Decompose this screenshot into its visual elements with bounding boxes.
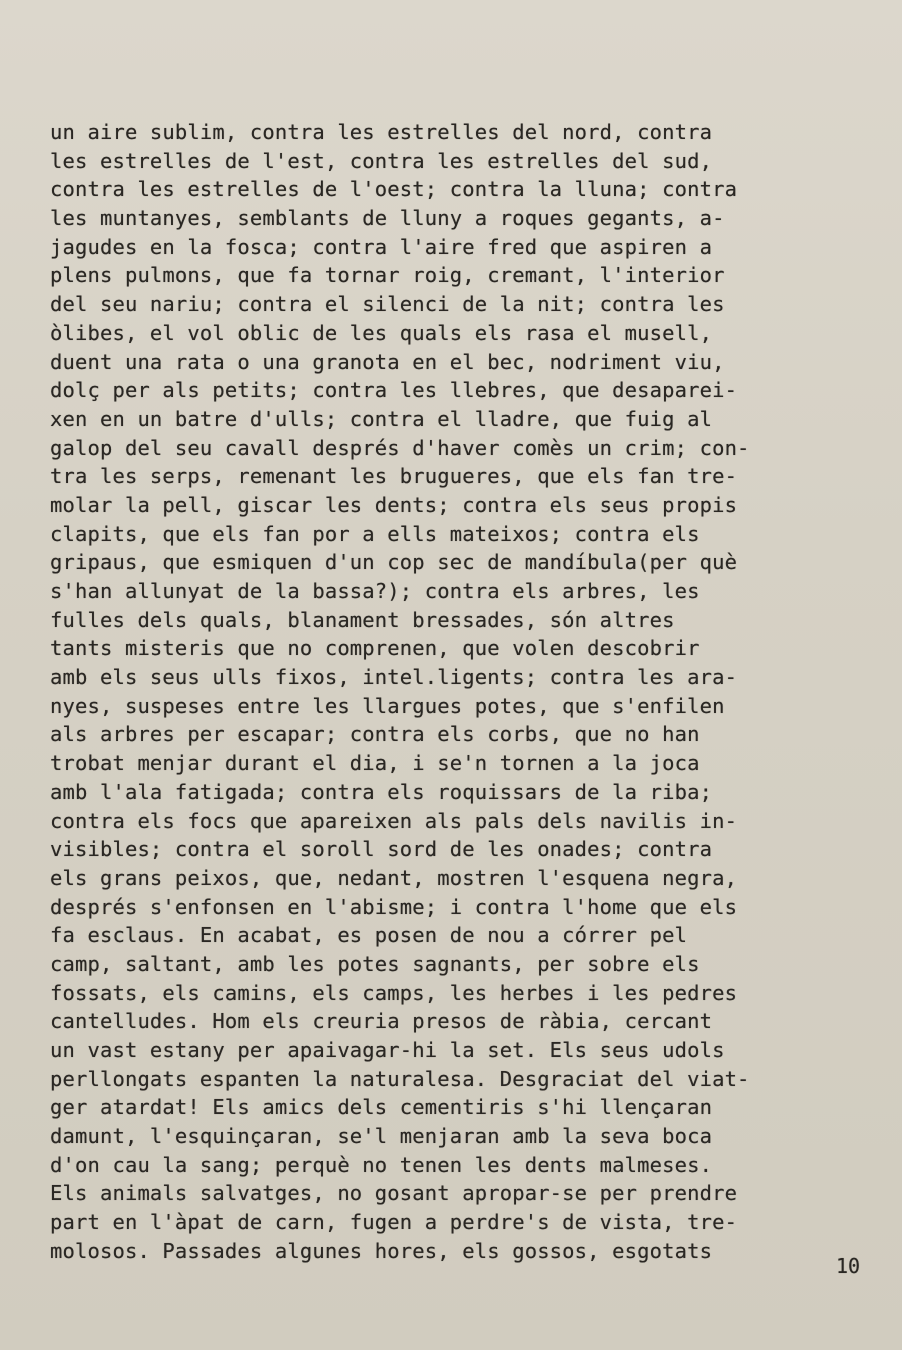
text-line: ger atardat! Els amics dels cementiris s'hi llençaran — [50, 1095, 713, 1120]
text-line: les estrelles de l'est, contra les estrelles del sud, — [50, 148, 713, 173]
text-line: visibles; contra el soroll sord de les onades; contra — [50, 837, 713, 862]
text-line: clapits, que els fan por a ells mateixos; contra els — [50, 521, 700, 546]
text-line: els grans peixos, que, nedant, mostren l'esquena negra, — [50, 865, 738, 890]
text-line: tants misteris que no comprenen, que volen descobrir — [50, 636, 700, 661]
text-line: duent una rata o una granota en el bec, nodriment viu, — [50, 349, 725, 374]
text-line: perllongats espanten la naturalesa. Desgraciat del viat- — [50, 1066, 750, 1091]
text-line: Els animals salvatges, no gosant apropar-se per prendre — [50, 1181, 738, 1206]
text-line: un vast estany per apaivagar-hi la set. Els seus udols — [50, 1038, 725, 1062]
text-line: òlibes, el vol oblic de les quals els rasa el musell, — [50, 320, 713, 345]
text-line: trobat menjar durant el dia, i se'n tornen a la joca — [50, 751, 700, 776]
text-line: amb els seus ulls fixos, intel.ligents; contra les ara- — [50, 665, 738, 690]
text-line: nyes, suspeses entre les llargues potes, que s'enfilen — [50, 693, 725, 718]
text-line: part en l'àpat de carn, fugen a perdre's de vista, tre- — [50, 1210, 738, 1235]
text-line: d'on cau la sang; perquè no tenen les dents malmeses. — [50, 1152, 713, 1177]
text-line: contra els focs que apareixen als pals dels navilis in- — [50, 808, 738, 833]
text-line: fa esclaus. En acabat, es posen de nou a córrer pel — [50, 923, 688, 948]
text-line: després s'enfonsen en l'abisme; i contra l'home que els — [50, 894, 738, 919]
text-line: damunt, l'esquinçaran, se'l menjaran amb la seva boca — [50, 1124, 713, 1149]
text-line: als arbres per escapar; contra els corbs, que no han — [50, 722, 700, 747]
page-number: 10 — [836, 1254, 861, 1278]
text-line: dolç per als petits; contra les llebres, que desaparei- — [50, 378, 738, 403]
text-line: camp, saltant, amb les potes sagnants, per sobre els — [50, 951, 700, 976]
text-line: plens pulmons, que fa tornar roig, cremant, l'interior — [50, 263, 725, 288]
text-line: tra les serps, remenant les brugueres, que els fan tre- — [50, 464, 738, 489]
text-line: cantelludes. Hom els creuria presos de ràbia, cercant — [50, 1009, 713, 1034]
text-line: molar la pell, giscar les dents; contra els seus propis — [50, 492, 738, 517]
text-line: galop del seu cavall després d'haver comès un crim; con- — [50, 435, 750, 460]
text-line: xen en un batre d'ulls; contra el lladre, que fuig al — [50, 406, 713, 431]
text-line: les muntanyes, semblants de lluny a roques gegants, a- — [50, 206, 725, 231]
text-line: del seu nariu; contra el silenci de la nit; contra les — [50, 292, 725, 317]
text-line: un aire sublim, contra les estrelles del nord, contra — [50, 120, 713, 144]
body-text — [50, 118, 870, 1266]
text-line: fossats, els camins, els camps, les herbes i les pedres — [50, 980, 738, 1005]
text-line: molosos. Passades algunes hores, els gossos, esgotats — [50, 1238, 713, 1263]
text-line: jagudes en la fosca; contra l'aire fred que aspiren a — [50, 234, 713, 259]
text-line: fulles dels quals, blanament bressades, són altres — [50, 607, 675, 632]
text-line: amb l'ala fatigada; contra els roquissars de la riba; — [50, 779, 713, 804]
text-line: s'han allunyat de la bassa?); contra els arbres, les — [50, 579, 700, 603]
text-line: gripaus, que esmiquen d'un cop sec de mandíbula(per què — [50, 550, 738, 575]
text-line: contra les estrelles de l'oest; contra la lluna; contra — [50, 177, 738, 202]
